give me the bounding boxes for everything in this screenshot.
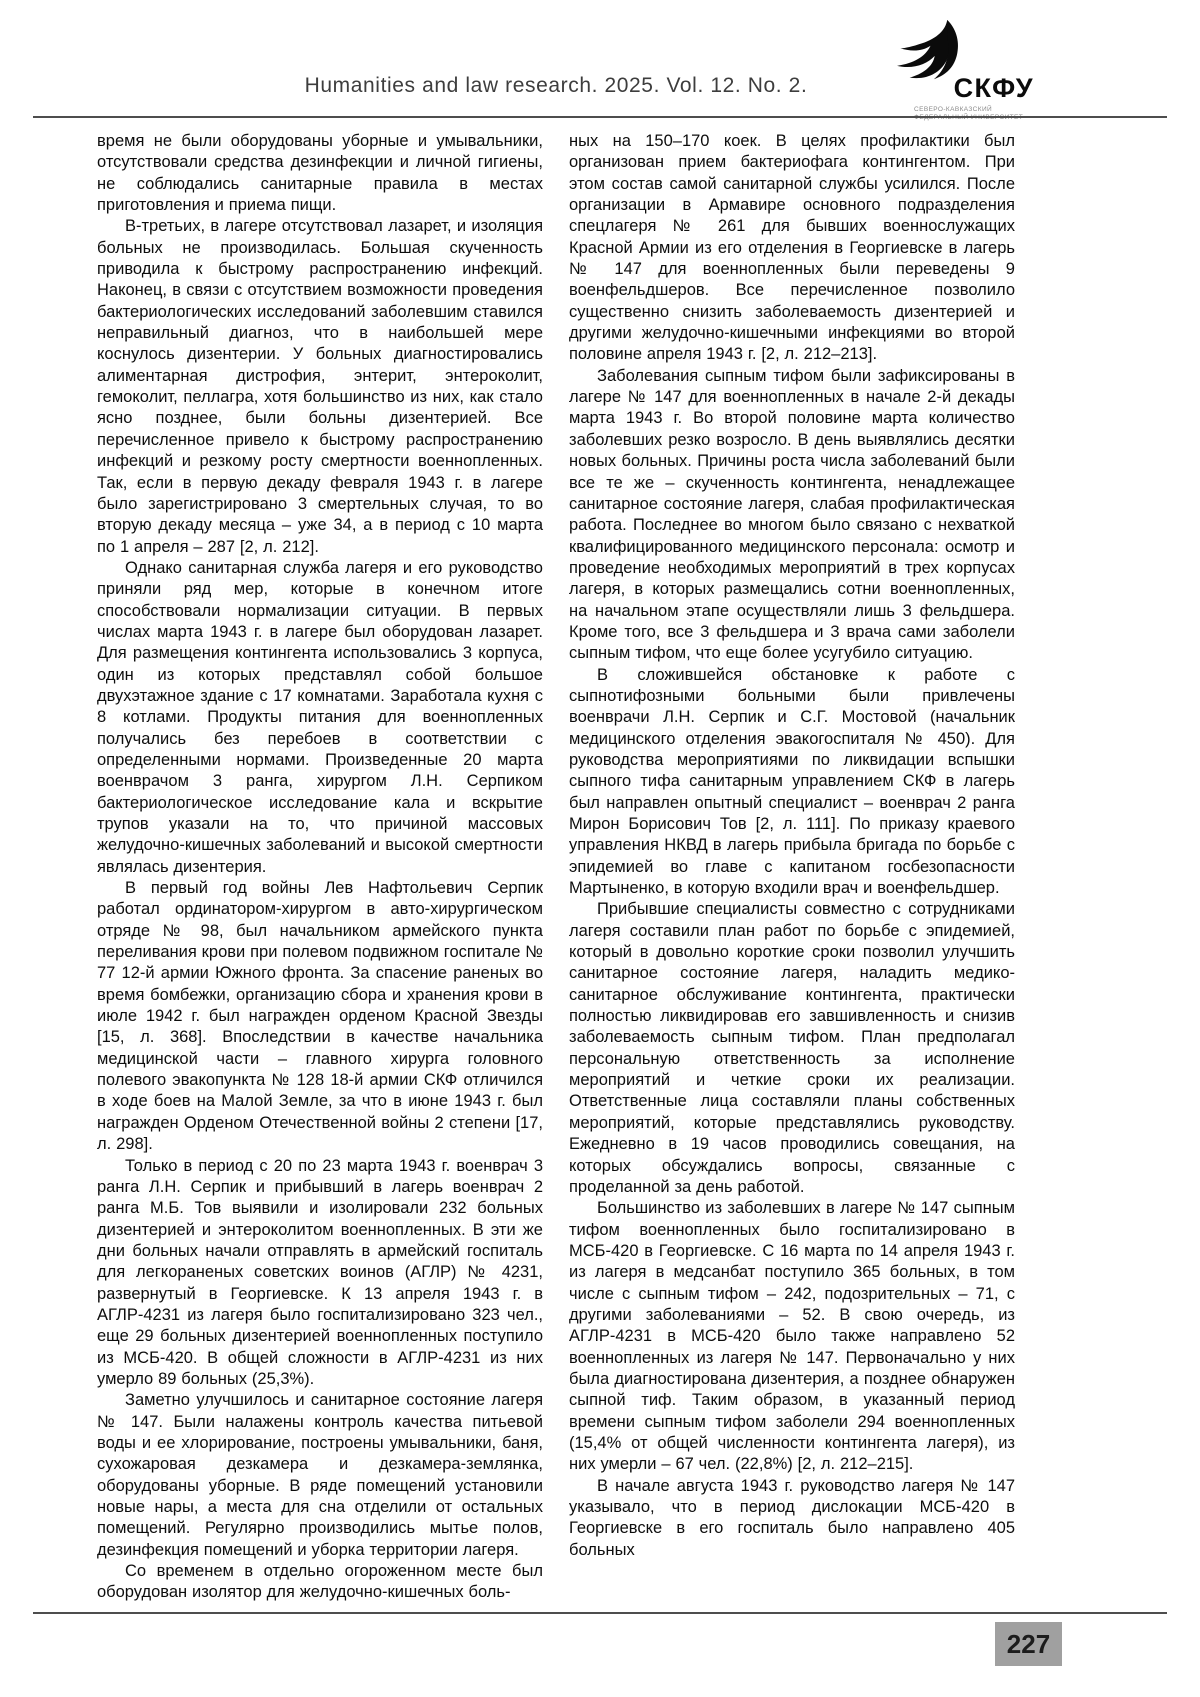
right-column — [569, 131, 1015, 1604]
logo-acronym: СКФУ — [953, 73, 1034, 103]
paragraph: время не были оборудованы уборные и умывальники, отсутствовали средства дезинфекции и личной гигиены, не соблюдались санитарные правила в местах приготовления и приема пищи. — [97, 132, 543, 215]
university-logo — [882, 18, 1034, 120]
logo-subtitle: СЕВЕРО-КАВКАЗСКИЙ — [914, 105, 993, 113]
paragraph: В первый год войны Лев Нафтольевич Серпик работал ординатором-хирургом в авто-хирургическом отряде № 98, был начальником армейского пункта переливания крови при полевом подвижном госпитале № 77 12-й армии Южного фронта. За спасение раненых во время бомбежки, организацию сбора и хранения крови в июле 1942 г. был награжден орденом Красной Звезды [15, л. 368]. Впоследствии в качестве начальника медицинской части – главного хирурга головного полевого эвакопункта № 128 18-й армии СКФ отличился в ходе боев на Малой Земле, за что в июне 1943 г. был награжден Орденом Отечественной войны 2 степени [17, л. 298]. — [97, 879, 543, 1154]
paragraph: В-третьих, в лагере отсутствовал лазарет, и изоляция больных не производилась. Большая скученность приводила к быстрому распространению инфекций. Наконец, в связи с отсутствием возможности проведения бактериологических исследований заболевшим ставился неправильный диагноз, что в наибольшей мере коснулось дизентерии. У больных диагностировались алиментарная дистрофия, энтерит, энтероколит, гемоколит, пеллагра, хотя большинство из них, как стало ясно позднее, были больны дизентерией. Все перечисленное привело к быстрому распространению инфекций и резкому росту смертности военнопленных. Так, если в первую декаду февраля 1943 г. в лагере было зарегистрировано 3 смертельных случая, то во вторую декаду месяца – уже 34, а в период с 10 марта по 1 апреля – 287 [2, л. 212]. — [97, 217, 543, 556]
paragraph: Заболевания сыпным тифом были зафиксированы в лагере № 147 для военнопленных в начале 2-й декады марта 1943 г. Во второй половине марта количество заболевших резко возросло. В день выявлялись десятки новых больных. Причины роста числа заболеваний были все те же – скученность контингента, ненадлежащее санитарное состояние лагеря, слабая профилактическая работа. Последнее во многом было связано с нехваткой квалифицированного медицинского персонала: осмотр и проведение необходимых мероприятий в трех корпусах лагеря, в которых размещались сотни военнопленных, на начальном этапе осуществляли лишь 3 фельдшера. Кроме того, все 3 фельдшера и 3 врача сами заболели сыпным тифом, что еще более усугубило ситуацию. — [569, 366, 1015, 663]
journal-title: Humanities and law research. 2025. Vol. 12. No. 2. — [304, 74, 808, 97]
paragraph: В начале августа 1943 г. руководство лагеря № 147 указывало, что в период дислокации МСБ-420 в Георгиевске в его госпиталь было направлено 405 больных — [569, 1476, 1015, 1559]
footer-divider — [33, 1612, 1167, 1614]
article-body — [97, 131, 1015, 1604]
header-divider — [33, 116, 1167, 118]
paragraph: Заметно улучшилось и санитарное состояние лагеря № 147. Были налажены контроль качества питьевой воды и ее хлорирование, построены умывальники, баня, сухожаровая дезкамера и дезкамера-землянка, оборудованы уборные. В ряде помещений установили новые нары, а места для сна отделили от остальных помещений. Регулярно производились мытье полов, дезинфекция помещений и уборка территории лагеря. — [97, 1391, 543, 1559]
paragraph: Со временем в отдельно огороженном месте был оборудован изолятор для желудочно-кишечных боль- — [97, 1562, 543, 1602]
paragraph: ных на 150–170 коек. В целях профилактики был организован прием бактериофага контингентом. При этом состав самой санитарной службы усилился. После организации в Армавире основного подразделения спецлагеря № 261 для бывших военнослужащих Красной Армии из его отделения в Георгиевске в лагерь № 147 для военнопленных были переведены 9 военфельдшеров. Все перечисленное позволило существенно снизить заболеваемость дизентерией и другими желудочно-кишечными инфекциями во второй половине апреля 1943 г. [2, л. 212–213]. — [569, 132, 1015, 364]
paragraph: В сложившейся обстановке к работе с сыпнотифозными больными были привлечены военврачи Л.Н. Серпик и С.Г. Мостовой (начальник медицинского отделения эвакогоспиталя № 450). Для руководства мероприятиями по ликвидации вспышки сыпного тифа санитарным управлением СКФ в лагерь был направлен опытный специалист – военврач 2 ранга Мирон Борисович Тов [2, л. 111]. По приказу краевого управления НКВД в лагерь прибыла бригада по борьбе с эпидемией во главе с капитаном госбезопасности Мартыненко, в которую входили врач и военфельдшер. — [569, 665, 1015, 898]
paragraph: Прибывшие специалисты совместно с сотрудниками лагеря составили план работ по борьбе с эпидемией, который в довольно короткие сроки позволил улучшить санитарное состояние лагеря, наладить медико-санитарное обслуживание контингента, практически полностью ликвидировав его завшивленность и снизив заболеваемость сыпным тифом. План предполагал персональную ответственность за исполнение мероприятий и четкие сроки их реализации. Ответственные лица составляли планы собственных мероприятий, которые представлялись руководству. Ежедневно в 19 часов проводились совещания, на которых обсуждались вопросы, связанные с проделанной за день работой. — [569, 900, 1015, 1196]
paragraph: Только в период с 20 по 23 марта 1943 г. военврач 3 ранга Л.Н. Серпик и прибывший в лагерь военврач 2 ранга М.Б. Тов выявили и изолировали 232 больных дизентерией и энтероколитом военнопленных. В эти же дни больных начали отправлять в армейский госпиталь для легкораненых советских воинов (АГЛР) № 4231, развернутый в Георгиевске. К 13 апреля 1943 г. в АГЛР-4231 из лагеря было госпитализировано 323 чел., еще 29 больных дизентерией военнопленных поступило из МСБ-420. В общей сложности в АГЛР-4231 из них умерло 89 больных (25,3%). — [97, 1156, 543, 1388]
left-column — [97, 131, 543, 1604]
page-number: 227 — [995, 1622, 1062, 1666]
paragraph: Большинство из заболевших в лагере № 147 сыпным тифом военнопленных было госпитализировано в МСБ-420 в Георгиевске. С 16 марта по 14 апреля 1943 г. из лагеря в медсанбат поступило 365 больных, в том числе с сыпным тифом – 242, подозрительных – 71, с другими заболеваниями – 52. В свою очередь, из АГЛР-4231 в МСБ-420 было также направлено 52 военнопленных из лагеря № 147. Первоначально у них была диагностирована дизентерия, а позднее обнаружен сыпной тиф. Таким образом, в указанный период времени сыпным тифом заболели 294 военнопленных (15,4% от общей численности контингента лагеря), из них умерли – 67 чел. (22,8%) [2, л. 212–215]. — [569, 1199, 1015, 1474]
paragraph: Однако санитарная служба лагеря и его руководство приняли ряд мер, которые в конечном итоге способствовали нормализации ситуации. В первых числах марта 1943 г. в лагере был оборудован лазарет. Для размещения контингента использовались 3 корпуса, один из которых представлял собой большое двухэтажное здание с 17 комнатами. Заработала кухня с 8 котлами. Продукты питания для военнопленных получались без перебоев в соответствии с определенными нормами. Произведенные 20 марта военврачом 3 ранга, хирургом Л.Н. Серпиком бактериологическое исследование кала и вскрытие трупов указали на то, что причиной массовых желудочно-кишечных заболеваний и высокой смертности являлась дизентерия. — [97, 558, 543, 876]
